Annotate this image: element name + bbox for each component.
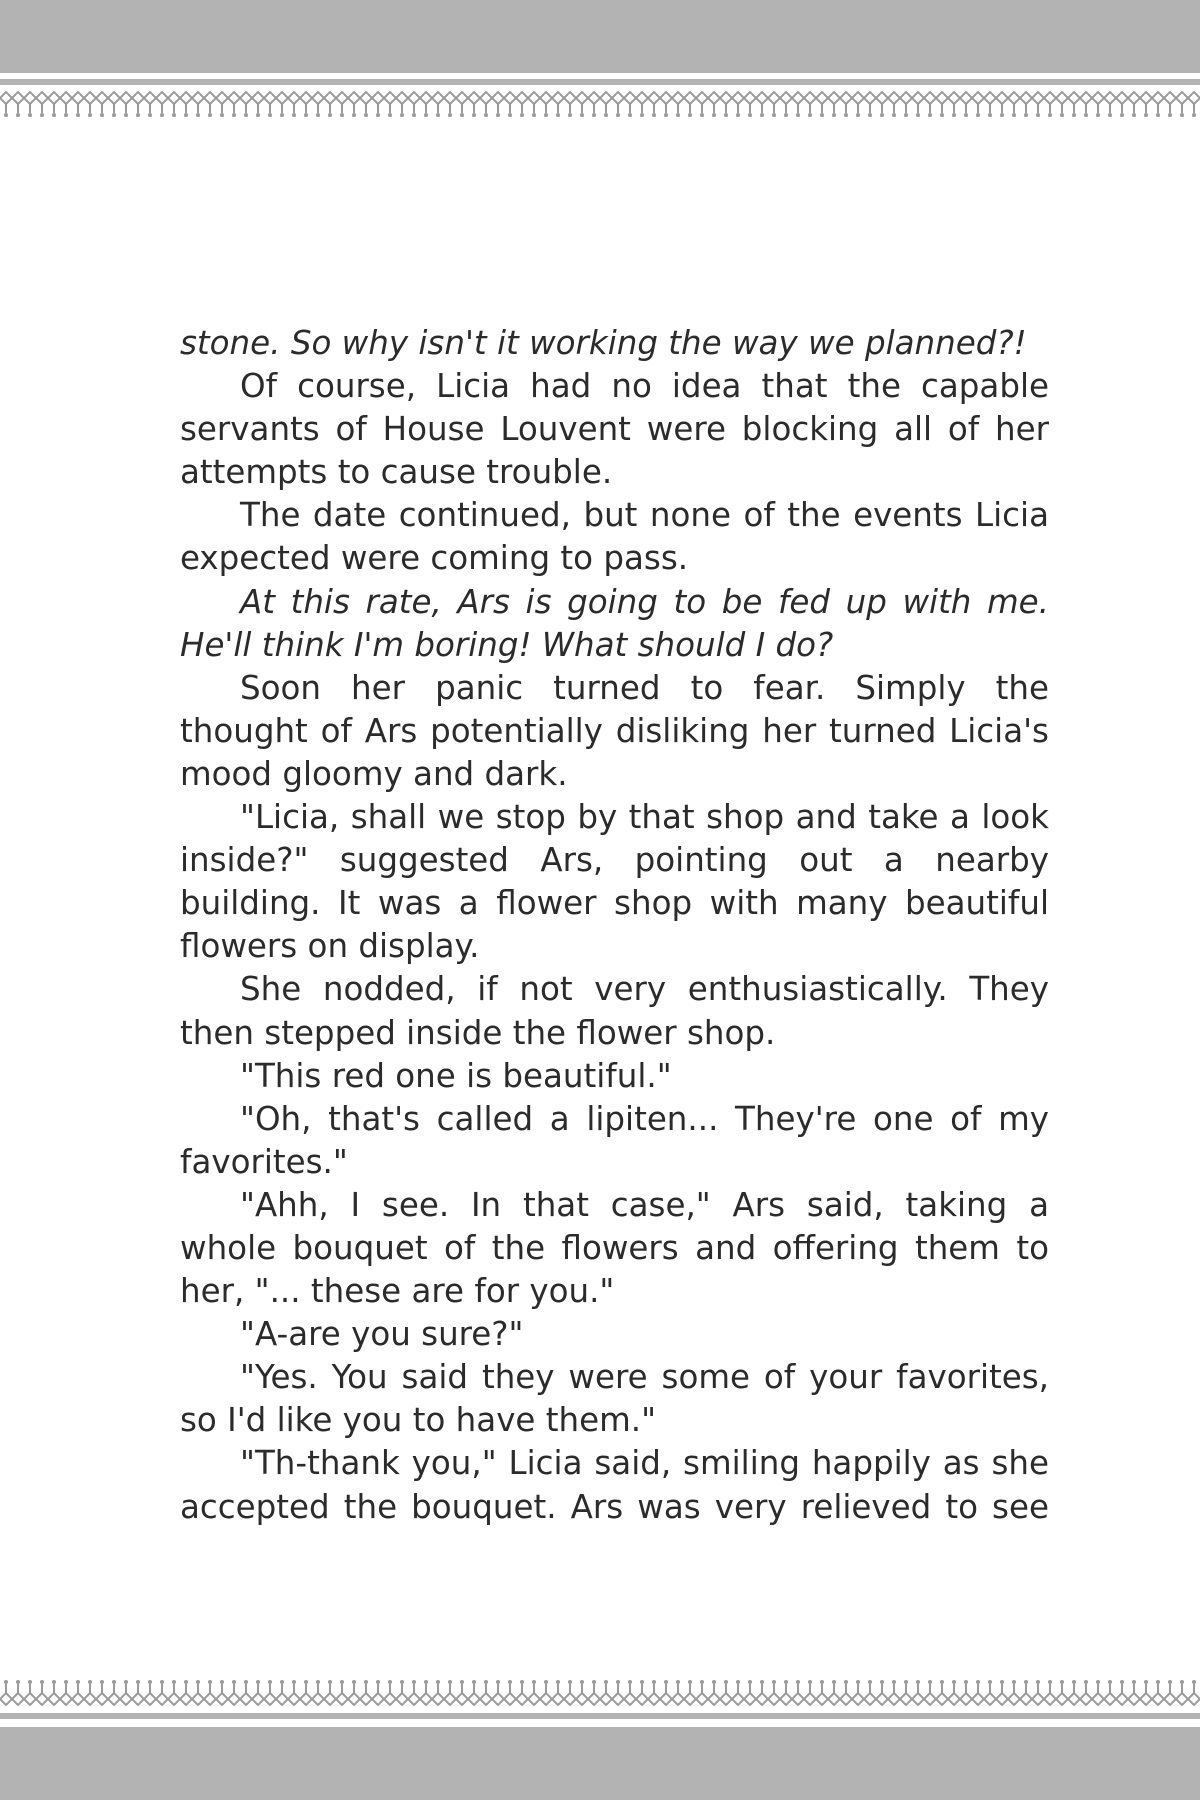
body-paragraph: "Th-thank you," Licia said, smiling happily as she accepted the bouquet. Ars was very relieved to see [180,1444,1049,1526]
page-body-text [180,322,1049,1529]
body-paragraph: "This red one is beautiful." [240,1056,672,1095]
body-paragraph: Soon her panic turned to fear. Simply the thought of Ars potentially disliking her turned Licia's mood gloomy and dark. [180,668,1049,793]
body-paragraph: Of course, Licia had no idea that the capable servants of House Louvent were blocking all of her attempts to cause trouble. [180,367,1049,492]
body-paragraph: "Ahh, I see. In that case," Ars said, taking a whole bouquet of the flowers and offering them to her, "... these are for you." [180,1185,1049,1311]
header-rule [0,79,1200,85]
footer-rule [0,1713,1200,1719]
footer-ornament [0,1678,1200,1708]
header-band [0,0,1200,73]
body-paragraph: "Licia, shall we stop by that shop and take a look inside?" suggested Ars, pointing out a nearby building. It was a flower shop with many beautiful flowers on display. [180,798,1049,966]
body-paragraph: "A-are you sure?" [240,1315,524,1354]
header-ornament [0,89,1200,119]
body-paragraph: At this rate, Ars is going to be fed up with me. He'll think I'm boring! What should I do? [180,582,1049,664]
body-paragraph: "Oh, that's called a lipiten... They're one of my favorites." [180,1099,1049,1181]
body-paragraph: stone. So why isn't it working the way we planned?! [180,324,1027,362]
body-paragraph: "Yes. You said they were some of your favorites, so I'd like you to have them." [180,1358,1049,1440]
footer-band [0,1727,1200,1800]
body-paragraph: She nodded, if not very enthusiastically. They then stepped inside the flower shop. [180,970,1049,1052]
body-paragraph: The date continued, but none of the events Licia expected were coming to pass. [180,496,1049,578]
